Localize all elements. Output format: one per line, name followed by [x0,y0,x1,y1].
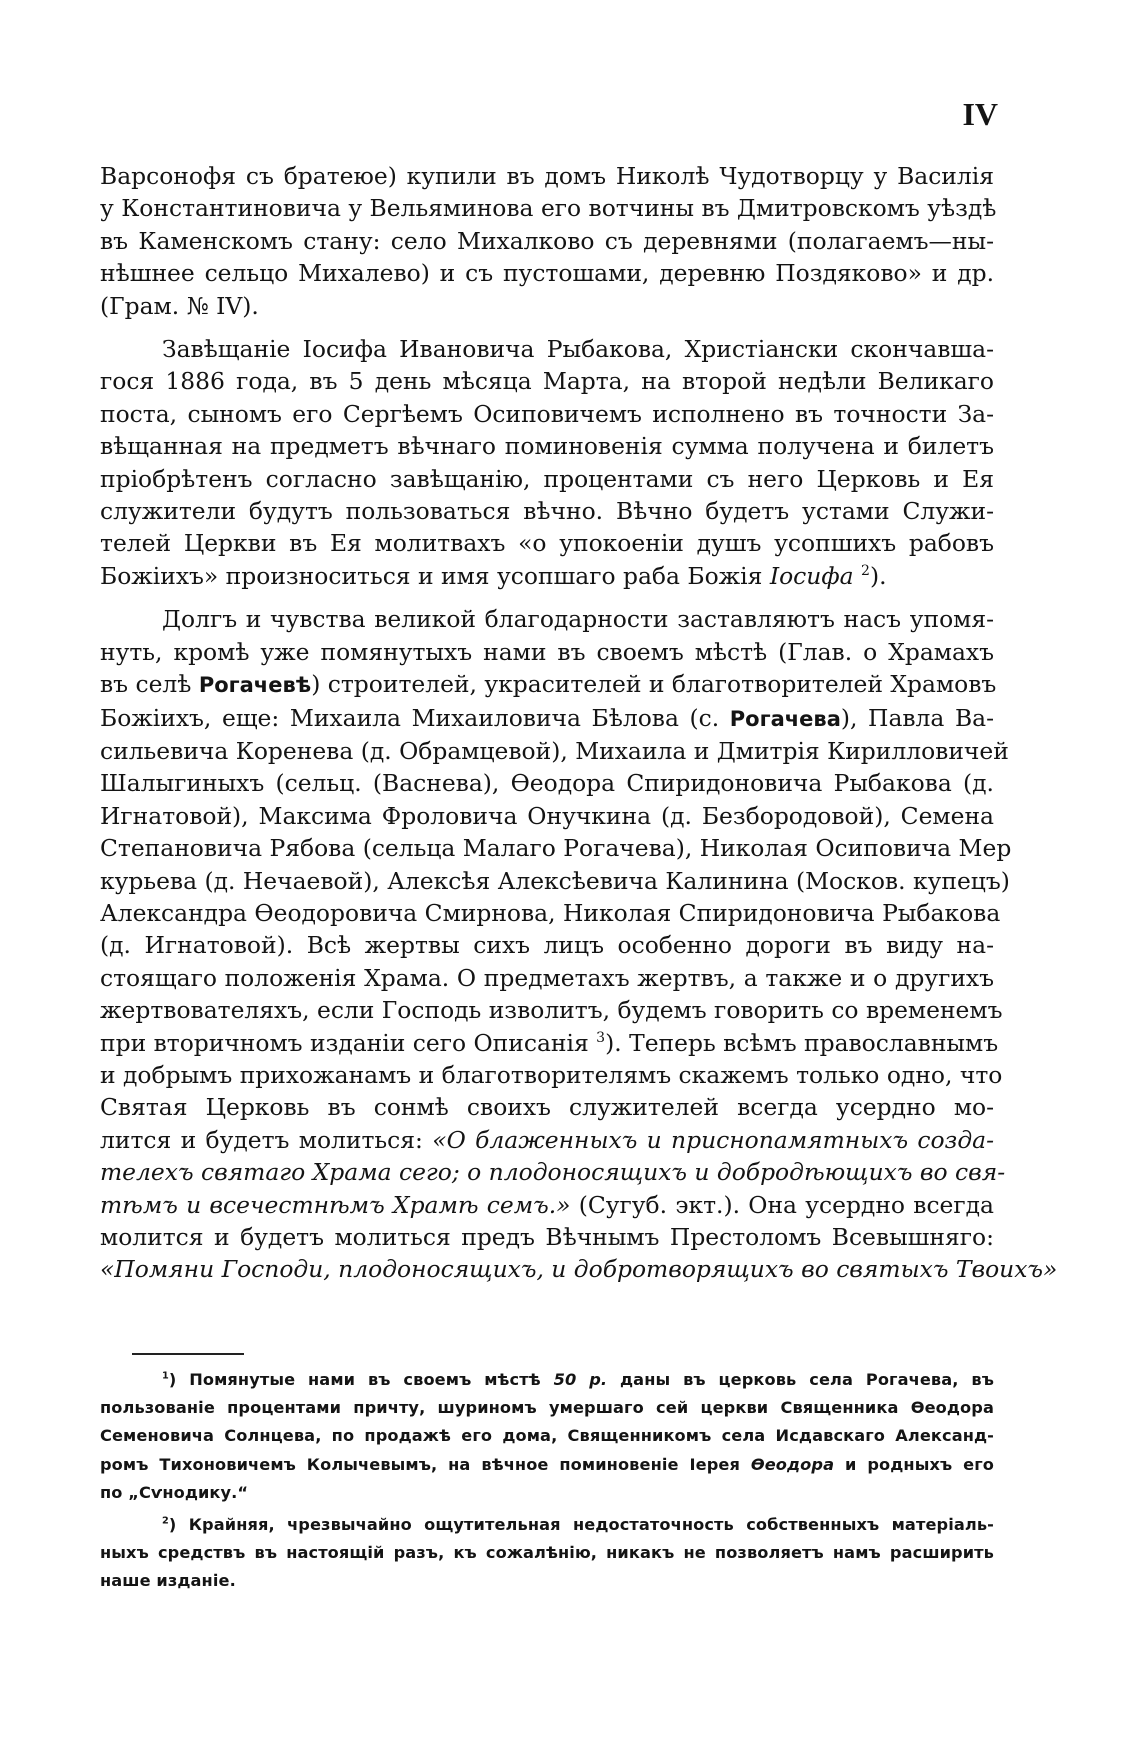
text-line: лится и будетъ молиться: «О блаженныхъ и приснопамятныхъ созда- [100,1125,994,1154]
text-line: нѣшнее сельцо Михалево) и съ пустошами, деревню Поздяково» и др. [100,259,994,288]
text-line: сильевича Коренева (д. Обрамцевой), Михаила и Дмитрія Кирилловичей [100,736,1009,765]
text-line: (д. Игнатовой). Всѣ жертвы сихъ лицъ особенно дороги въ виду на- [100,931,994,960]
footnote-marker: 1 [162,1370,169,1382]
text-line: при вторичномъ изданіи сего Описанія $^3$). Теперь всѣмъ православнымъ [100,1028,999,1057]
text-line: вѣщанная на предметъ вѣчнаго поминовенія сумма получена и билетъ [100,432,994,461]
name-iosif: Іосифа [769,561,854,590]
text-line: Степановича Рябова (сельца Малаго Рогачева), Николая Осиповича Мер [100,834,1012,863]
text-line: гося 1886 года, въ 5 день мѣсяца Марта, на второй недѣли Великаго [100,367,994,396]
text-line: «Помяни Господи, плодоносящихъ, и добротворящихъ во святыхъ Твоихъ» [100,1255,1058,1284]
body-text [100,160,1058,1297]
text-line: Завѣщаніе Іосифа Ивановича Рыбакова, Христіански скончавша- [162,335,994,364]
text-line: Долгъ и чувства великой благодарности заставляютъ насъ упомя- [162,605,994,634]
text-line: Шалыгиныхъ (сельц. (Васнева), Ѳеодора Спиридоновича Рыбакова (д. [100,769,994,798]
paragraph-2 [100,333,994,592]
text-line: стоящаго положенія Храма. О предметахъ жертвъ, а также и о другихъ [100,963,994,992]
text-line: нуть, кромѣ уже помянутыхъ нами въ своемъ мѣстѣ (Глав. о Храмахъ [100,637,994,666]
paragraph-1 [100,160,997,322]
text-line: (Грам. № IV). [100,291,259,320]
footnote-2 [100,1511,994,1596]
place-rogacheva: Рогачева [729,706,841,731]
text-line: Божіихъ» произноситься и имя усопшаго раба Божія Іосифа $^2$). [100,561,887,590]
text-line: служители будутъ пользоваться вѣчно. Вѣчно будетъ устами Служи- [100,497,994,526]
footnote-ref: 3 [596,1029,606,1046]
paragraph-3 [100,603,1058,1286]
footnote-divider [132,1353,244,1355]
text-line: Святая Церковь въ сонмѣ своихъ служителей всегда усердно мо- [100,1093,994,1122]
text-line: въ Каменскомъ стану: село Михалково съ деревнями (полагаемъ—ны- [100,226,994,255]
text-line: Божіихъ, еще: Михаила Михаиловича Бѣлова (с. Рогачева), Павла Ва- [100,703,995,732]
text-line: телей Церкви въ Ея молитвахъ «о упокоеніи душъ усопшихъ рабовъ [100,529,994,558]
text-line: Варсонофя съ братеюе) купили въ домъ Николѣ Чудотворцу у Василія [100,162,994,190]
text-line: жертвователяхъ, если Господь изволитъ, будемъ говорить со временемъ [100,996,1003,1025]
text-line: $^2$) Крайняя, чрезвычайно ощутительная недостаточность собственныхъ матеріаль- [162,1515,994,1535]
text-line: $^1$) Помянутые нами въ своемъ мѣстѣ 50 р. даны въ церковь села Рогачева, въ [162,1370,994,1389]
text-line: пріобрѣтенъ согласно завѣщанію, процентами съ него Церковь и Ея [100,464,994,493]
text-line: наше изданіе. [100,1571,236,1591]
text-line: Семеновича Солнцева, по продажѣ его дома, Священникомъ села Исдавскаго Александ- [100,1426,994,1446]
footnote-ref: 2 [861,563,870,580]
text-line: пользованіе процентами причту, шуриномъ умершаго сей церкви Священника Ѳеодора [100,1398,994,1418]
footnote-1 [100,1366,994,1507]
text-line: поста, сыномъ его Сергѣемъ Осиповичемъ исполнено въ точности За- [100,399,994,428]
text-line: у Константиновича у Вельяминова его вотчины въ Дмитровскомъ уѣздѣ [100,194,997,223]
text-line: тѣмъ и всечестнѣмъ Храмѣ семъ.» (Сугуб. экт.). Она усердно всегда [100,1190,994,1219]
place-rogachev: Рогачевѣ [198,673,312,698]
footnote-marker: 2 [162,1515,169,1527]
text-line: и добрымъ прихожанамъ и благотворителямъ скажемъ только одно, что [100,1060,1003,1089]
page-number: IV [962,96,998,132]
text-line: молится и будетъ молиться предъ Вѣчнымъ Престоломъ Всевышняго: [100,1223,994,1251]
text-line: телехъ святаго Храма сего; о плодоносящихъ и добродѣющихъ во свя- [100,1158,1006,1187]
text-line: по „Сѵнодику.“ [100,1482,249,1502]
text-line: въ селѣ Рогачевѣ) строителей, украсителей и благотворителей Храмовъ [100,670,997,699]
text-line: ромъ Тихоновичемъ Колычевымъ, на вѣчное поминовеніе Іерея Ѳеодора и родныхъ его [100,1454,994,1474]
text-line: курьева (д. Нечаевой), Алексѣя Алексѣевича Калинина (Москов. купецъ) [100,866,1010,895]
footnotes [100,1366,994,1600]
text-line: Игнатовой), Максима Фроловича Онучкина (д. Безбородовой), Семена [100,801,994,830]
text-line: Александра Ѳеодоровича Смирнова, Николая Спиридоновича Рыбакова [100,898,1001,927]
text-line: ныхъ средствъ въ настоящій разъ, къ сожалѣнію, никакъ не позволяетъ намъ расширить [100,1543,994,1563]
